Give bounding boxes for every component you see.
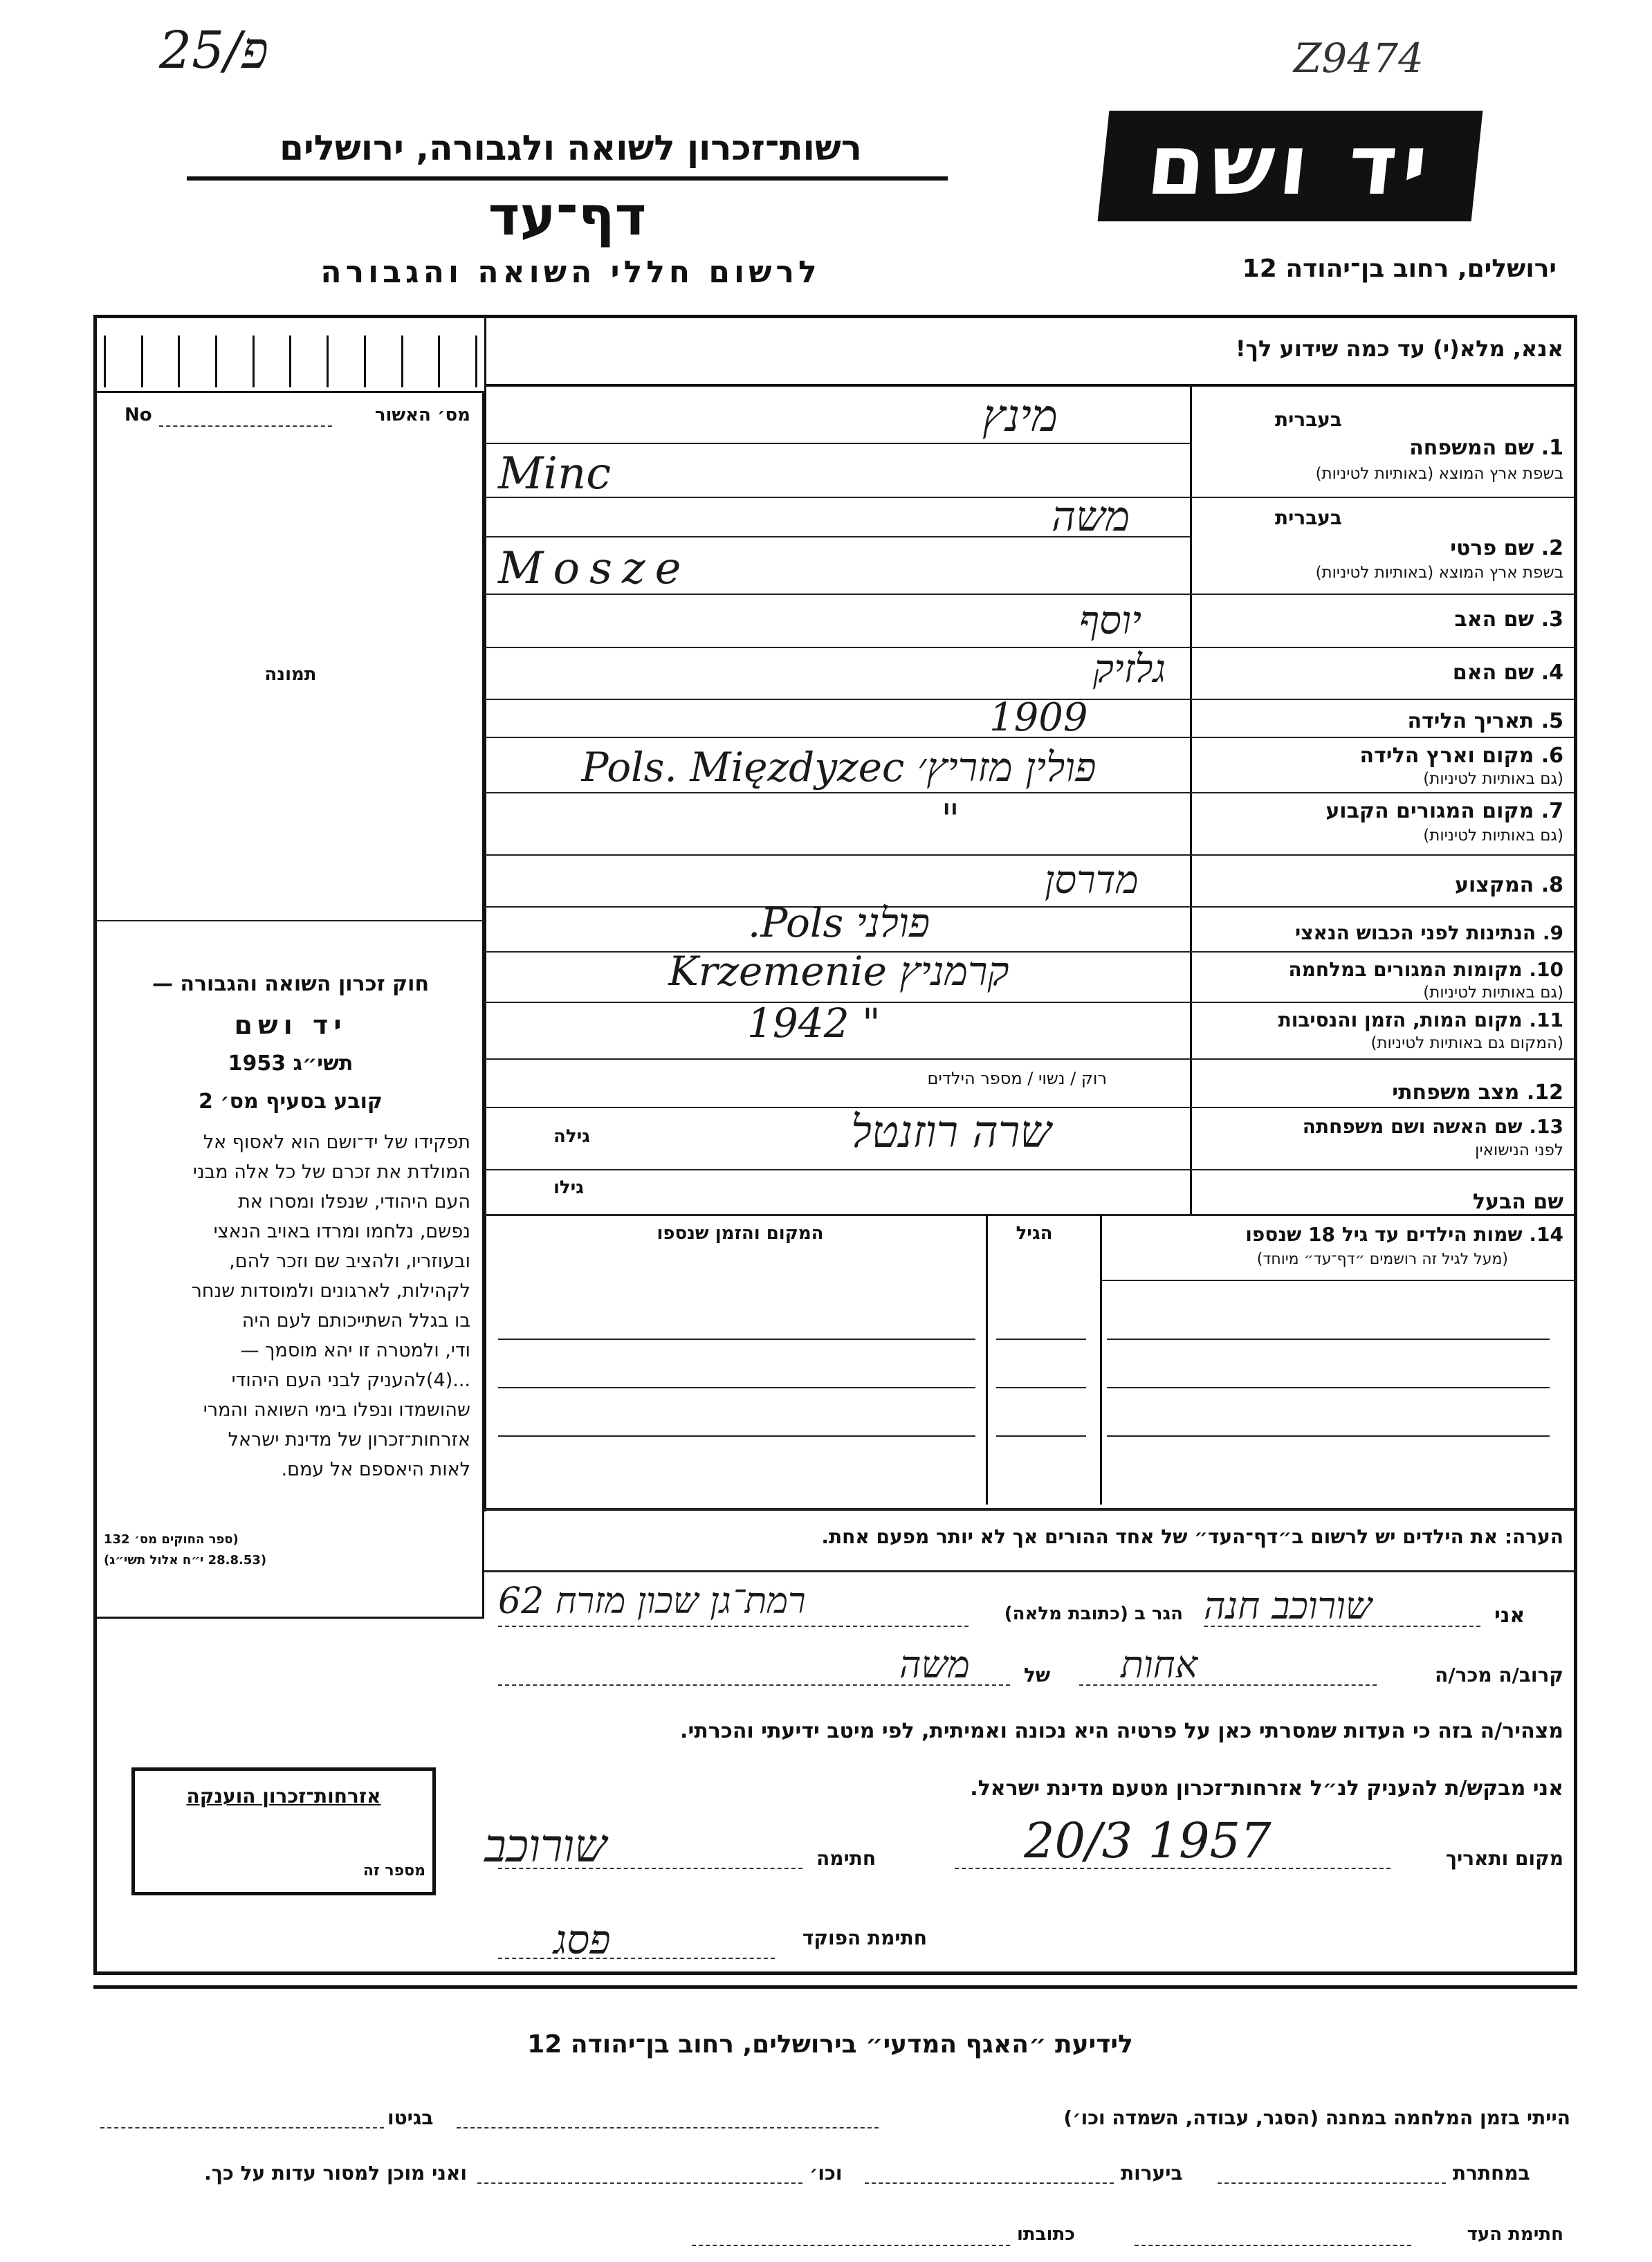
- q6-sub: (גם באותיות לטיניות): [1423, 770, 1563, 788]
- q6-label: 6. מקום וארץ הלידה: [1359, 744, 1563, 768]
- request-text: אני מבקש/ת להעניק לנ״ל אזרחות־זכרון מטעם מדינת ישראל.: [970, 1776, 1563, 1801]
- archive-number: Z9474: [1294, 35, 1424, 82]
- q10-sub: (גם באותיות לטיניות): [1423, 984, 1563, 1002]
- tick-strip: [104, 335, 477, 387]
- q13-label: 13. שם האשה ושם משפחתה: [1302, 1115, 1563, 1138]
- name-line: [1204, 1626, 1480, 1627]
- rule: [1190, 497, 1574, 498]
- law-line: לקהילות, לארגונים ולמוסדות שנחר: [191, 1280, 470, 1302]
- rule: [1190, 1058, 1574, 1060]
- resident-label: הגר ב (כתובת מלאה): [1004, 1603, 1183, 1624]
- law-line: אזרחות־זכרון של מדינת ישראל: [228, 1429, 470, 1451]
- table-row-line: [996, 1435, 1086, 1437]
- rule: [1190, 854, 1574, 856]
- law-line: נפשם, נלחמו ומרדו באויב הנאצי: [213, 1221, 470, 1242]
- rule: [484, 443, 1190, 444]
- table-row-line: [1107, 1435, 1550, 1437]
- yad-vashem-logo: [1098, 111, 1483, 221]
- witness-sig-label: חתימת העד: [1467, 2224, 1563, 2245]
- q1-label: 1. שם המשפחה: [1409, 436, 1563, 460]
- rule: [484, 792, 1190, 793]
- date-value: 20/3 1957: [1024, 1812, 1272, 1869]
- signature-line: [498, 1868, 802, 1869]
- in-forests: ביערות: [1121, 2162, 1183, 2185]
- q12-label: 12. מצב משפחתי: [1392, 1081, 1563, 1105]
- rule: [484, 1058, 1190, 1060]
- header-rule: [187, 176, 948, 181]
- i-am: אני: [1494, 1603, 1525, 1628]
- in-ghetto: בגיטו: [387, 2106, 434, 2129]
- age-m-label: גילו: [553, 1177, 584, 1198]
- q3-label: 3. שם האב: [1454, 607, 1563, 632]
- law-line: שהושמדו ונפלו בימי השואה והמרי: [203, 1399, 470, 1421]
- law-line: ...(4)להעניק לבני העם היהודי: [231, 1370, 470, 1391]
- q1-latin-value: Minc: [498, 448, 612, 499]
- of-label: של: [1024, 1664, 1051, 1686]
- q8-label: 8. המקצוע: [1455, 873, 1563, 897]
- law-section: קובע בסעיף מס׳ 2: [198, 1089, 383, 1114]
- witness-address-line: [692, 2245, 1010, 2246]
- authority-name: רשות־זכרון לשואה ולגבורה, ירושלים: [279, 128, 862, 168]
- rule: [1190, 1107, 1574, 1108]
- law-line: העם היהודי, שנפלו ומסרו את: [238, 1191, 470, 1213]
- certificate-number: מספר זה: [362, 1862, 425, 1879]
- gazette-ref-1: (ספר החוקים מס׳ 132: [104, 1532, 239, 1547]
- rule: [1190, 737, 1574, 738]
- rule: [484, 1508, 1574, 1511]
- q5-value: 1909: [989, 695, 1088, 740]
- in-hebrew-2: בעברית: [1274, 506, 1342, 529]
- header-address: ירושלים, רחוב בן־יהודה 12: [1242, 255, 1557, 283]
- certificate-box: [131, 1767, 436, 1895]
- table-row-line: [498, 1339, 975, 1340]
- address-line: [498, 1626, 969, 1627]
- q4-label: 4. שם האם: [1452, 661, 1563, 685]
- q11-label: 11. מקום המות, הזמן והנסיבות: [1278, 1009, 1563, 1031]
- col-age: הגיל: [1016, 1223, 1053, 1244]
- rule: [1190, 594, 1574, 595]
- q3-value: יוסף: [1079, 598, 1141, 643]
- official-signature: פסג: [553, 1916, 611, 1963]
- q14-label: 14. שמות הילדים עד גיל 18 שנספו: [1245, 1223, 1563, 1246]
- rule: [1190, 647, 1574, 648]
- bottom-title: לידיעת ״האגף המדעי״ בירושלים, רחוב בן־יהודה 12: [527, 2030, 1133, 2059]
- table-divider: [986, 1214, 988, 1505]
- place-date-label: מקום ותאריך: [1445, 1847, 1563, 1870]
- form-subtitle: לרשום חללי השואה והגבורה: [320, 255, 821, 290]
- rule: [484, 854, 1190, 856]
- official-line: [498, 1958, 775, 1959]
- relation-label: קרוב/ה מכר/ה: [1435, 1664, 1563, 1686]
- rule: [484, 1107, 1190, 1108]
- rule: [484, 647, 1190, 648]
- q13-value: שרה רוזנטל: [851, 1107, 1052, 1158]
- declarant-name: שורוכב חנה: [1204, 1584, 1373, 1628]
- note: הערה: את הילדים יש לרשום ב״דף־העד״ של אחד ההורים אך לא יותר מפעם אחת.: [821, 1525, 1563, 1548]
- law-year: תשי״ג 1953: [228, 1051, 354, 1076]
- etc: וכו׳: [809, 2162, 843, 2185]
- q1-hebrew-value: מינץ: [982, 391, 1058, 442]
- declaration-text: מצהיר/ה בזה כי העדות שמסרתי כאן על פרטיה היא נכונה ואמיתית, לפי מיטב ידיעתי והכרתי.: [680, 1719, 1563, 1743]
- table-divider: [1100, 1214, 1102, 1505]
- q13-sub: לפני הנישואין: [1475, 1141, 1563, 1159]
- q1-sub: בשפת ארץ המוצא (באותיות לטיניות): [1315, 465, 1563, 483]
- law-line: לאות היאספם אל עמם.: [281, 1459, 470, 1480]
- instruction: אנא, מלא(י) עד כמה שידוע לך!: [1235, 335, 1563, 362]
- q7-label: 7. מקום המגורים הקבוע: [1325, 799, 1563, 823]
- rule: [1190, 951, 1574, 953]
- table-row-line: [1107, 1387, 1550, 1388]
- law-text: [104, 1128, 470, 1484]
- q6-value: פולין מזריץ׳ Pols. Mięzdyzec: [581, 744, 1096, 791]
- bottom-rule: [93, 1985, 1577, 1989]
- husband-label: שם הבעל: [1472, 1190, 1563, 1214]
- q8-value: מדרסן: [1045, 858, 1139, 903]
- law-line: ודי, ולמטרה זו יהא מוסמך —: [240, 1340, 470, 1361]
- photo-label: תמונה: [264, 664, 317, 685]
- rule: [1190, 699, 1574, 700]
- table-row-line: [996, 1339, 1086, 1340]
- q5-label: 5. תאריך הלידה: [1407, 709, 1563, 733]
- camp-fill-line: [457, 2127, 879, 2128]
- approval-line: [159, 425, 332, 427]
- relation-value: אחות: [1121, 1643, 1198, 1686]
- hiding-line: [1218, 2182, 1446, 2184]
- handwritten-fraction: 25/פ: [159, 21, 268, 80]
- q9-value: פולני Pols.: [747, 899, 930, 946]
- gazette-ref-2: (28.8.53 י״ח אלול תשי״ג): [104, 1553, 267, 1567]
- q10-value: קרמניץ Krzemenie: [668, 948, 1009, 995]
- of-value: משה: [899, 1643, 970, 1686]
- q4-value: גלזיק: [1093, 647, 1166, 692]
- witness-address-label: כתובתו: [1017, 2224, 1075, 2245]
- in-hiding: במחתרת: [1453, 2162, 1530, 2185]
- q10-label: 10. מקומות המגורים במלחמה: [1288, 958, 1563, 981]
- rule: [484, 1570, 1574, 1572]
- q2-latin-value: Mosze: [498, 543, 691, 594]
- q12-options: רוק / נשוי / מספר הילדים: [927, 1069, 1107, 1088]
- rule: [1190, 1002, 1574, 1003]
- q2-sub: בשפת ארץ המוצא (באותיות לטיניות): [1315, 564, 1563, 582]
- instruction-rule: [484, 384, 1574, 387]
- q14-sub: (מעל לגיל זה רושמים ״דף־עד״ מיוחד): [1256, 1251, 1508, 1268]
- forests-line: [865, 2182, 1114, 2184]
- declarant-address: רמת־גן שכון מזרח 62: [498, 1581, 806, 1622]
- law-line: תפקידו של יד־ושם הוא לאסוף אל: [203, 1132, 470, 1153]
- q9-label: 9. הנתינות לפני הכבוש הנאצי: [1295, 921, 1563, 944]
- photo-rule: [97, 920, 484, 921]
- law-line: בו בגלל השתייכותם לעם היה: [241, 1310, 470, 1332]
- q7-value: ": [941, 796, 960, 844]
- rule: [484, 1169, 1190, 1170]
- law-line: המולדת את זכרם של כל אלה מבני: [192, 1161, 470, 1183]
- relation-line: [1079, 1684, 1377, 1686]
- q11-value: 1942 ": [747, 1000, 881, 1047]
- declarant-signature: שורוכב: [484, 1819, 607, 1873]
- q11-sub: (המקום גם באותיות לטיניות): [1370, 1034, 1563, 1052]
- official-sig-label: חתימת הפוקד: [802, 1927, 927, 1949]
- law-line: ובעוזריו, ולהציב שם וזכר להם,: [229, 1251, 470, 1272]
- form-title: דף־עד: [488, 185, 647, 248]
- q7-sub: (גם באותיות לטיניות): [1423, 827, 1563, 845]
- logo-text: יד ושם: [1143, 118, 1438, 214]
- rule: [1190, 792, 1574, 793]
- camp-line: הייתי בזמן המלחמה במחנה (הסגר, עבודה, השמדה וכו׳): [1063, 2106, 1570, 2129]
- signature-label: חתימה: [816, 1847, 877, 1870]
- law-title: חוק זכרון השואה והגבורה —: [152, 972, 430, 996]
- rule: [1100, 1280, 1574, 1281]
- ready-text: ואני מוכן למסור עדות על כך.: [204, 2162, 467, 2185]
- certificate-title: אזרחות־זכרון הוענקה: [186, 1785, 381, 1808]
- table-row-line: [996, 1387, 1086, 1388]
- ghetto-line: [100, 2127, 384, 2128]
- table-row-line: [498, 1435, 975, 1437]
- table-row-line: [498, 1387, 975, 1388]
- etc-line: [477, 2182, 802, 2184]
- rule: [1190, 1169, 1574, 1170]
- in-hebrew-1: בעברית: [1274, 408, 1342, 431]
- rule: [484, 1214, 1574, 1216]
- table-row-line: [1107, 1339, 1550, 1340]
- law-name: יד ושם: [234, 1010, 347, 1040]
- col-place: המקום והזמן שנספו: [657, 1223, 824, 1244]
- label-divider: [1190, 384, 1192, 1214]
- approval-no: No: [125, 405, 152, 425]
- of-line: [498, 1684, 1010, 1686]
- age-f-label: גילה: [553, 1126, 590, 1147]
- q2-label: 2. שם פרטי: [1450, 536, 1563, 560]
- date-line: [955, 1868, 1391, 1869]
- approval-label: מס׳ האשור: [374, 405, 470, 425]
- witness-sig-line: [1135, 2245, 1411, 2246]
- q2-hebrew-value: משה: [1052, 493, 1130, 541]
- rule: [1190, 906, 1574, 908]
